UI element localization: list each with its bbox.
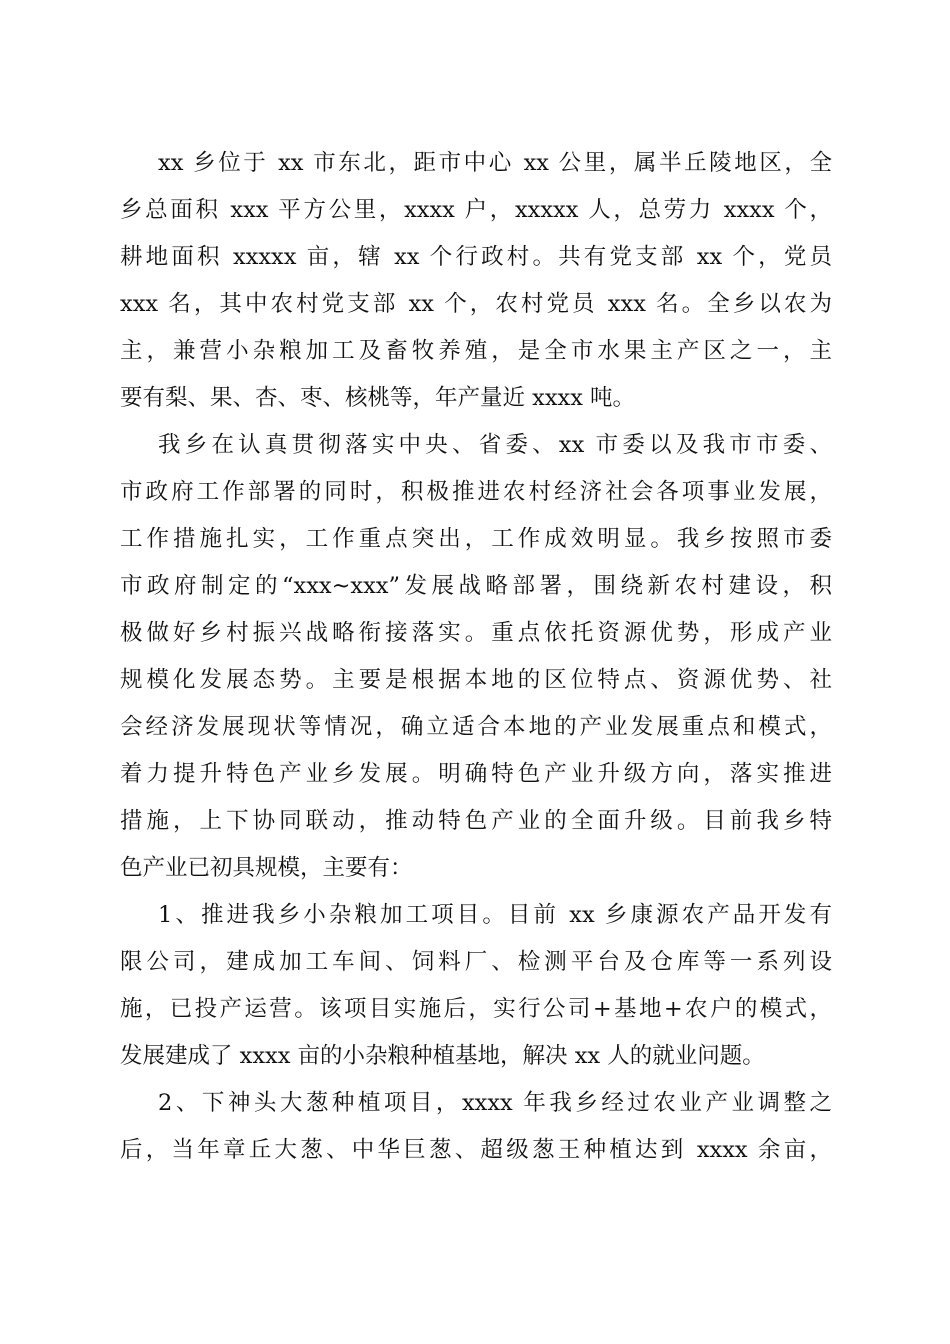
text-line: 2、下神头大葱种植项目，xxxx 年我乡经过农业产业调整之 [158, 1090, 832, 1116]
text-line: 我乡在认真贯彻落实中央、省委、xx 市委以及我市市委、 [158, 432, 832, 458]
text-line: 要有梨、果、杏、枣、核桃等，年产量近 xxxx 吨。 [120, 385, 636, 411]
text-line: 极做好乡村振兴战略衔接落实。重点依托资源优势，形成产业 [120, 620, 832, 646]
text-line: 主，兼营小杂粮加工及畜牧养殖，是全市水果主产区之一，主 [120, 338, 832, 364]
text-line: 规模化发展态势。主要是根据本地的区位特点、资源优势、社 [120, 667, 832, 693]
text-line: 耕地面积 xxxxx 亩，辖 xx 个行政村。共有党支部 xx 个，党员 [120, 244, 832, 270]
text-line: 着力提升特色产业乡发展。明确特色产业升级方向，落实推进 [120, 761, 832, 787]
paragraph-item-1 [120, 892, 832, 1080]
text-line: 会经济发展现状等情况，确立适合本地的产业发展重点和模式， [120, 714, 832, 740]
text-line: 后，当年章丘大葱、中华巨葱、超级葱王种植达到 xxxx 余亩， [120, 1137, 832, 1163]
text-line: 乡总面积 xxx 平方公里，xxxx 户，xxxxx 人，总劳力 xxxx 个， [120, 197, 832, 223]
text-line: 市政府工作部署的同时，积极推进农村经济社会各项事业发展， [120, 479, 832, 505]
text-line: 工作措施扎实，工作重点突出，工作成效明显。我乡按照市委 [120, 526, 832, 552]
paragraph-item-2 [120, 1080, 832, 1174]
text-line: 限公司，建成加工车间、饲料厂、检测平台及仓库等一系列设 [120, 949, 832, 975]
text-line: xx 乡位于 xx 市东北，距市中心 xx 公里，属半丘陵地区，全 [158, 150, 832, 176]
paragraph-work-progress [120, 422, 832, 892]
document-body [120, 140, 832, 1174]
text-line: 发展建成了 xxxx 亩的小杂粮种植基地，解决 xx 人的就业问题。 [120, 1043, 765, 1069]
text-line: 市政府制定的“xxx~xxx”发展战略部署，围绕新农村建设，积 [120, 573, 832, 599]
text-line: 施，已投产运营。该项目实施后，实行公司+基地+农户的模式， [120, 996, 832, 1022]
text-line: 色产业已初具规模，主要有： [120, 855, 413, 881]
text-line: xxx 名，其中农村党支部 xx 个，农村党员 xxx 名。全乡以农为 [120, 291, 832, 317]
paragraph-overview [120, 140, 832, 422]
text-line: 措施，上下协同联动，推动特色产业的全面升级。目前我乡特 [120, 808, 832, 834]
text-line: 1、推进我乡小杂粮加工项目。目前 xx 乡康源农产品开发有 [158, 902, 832, 928]
